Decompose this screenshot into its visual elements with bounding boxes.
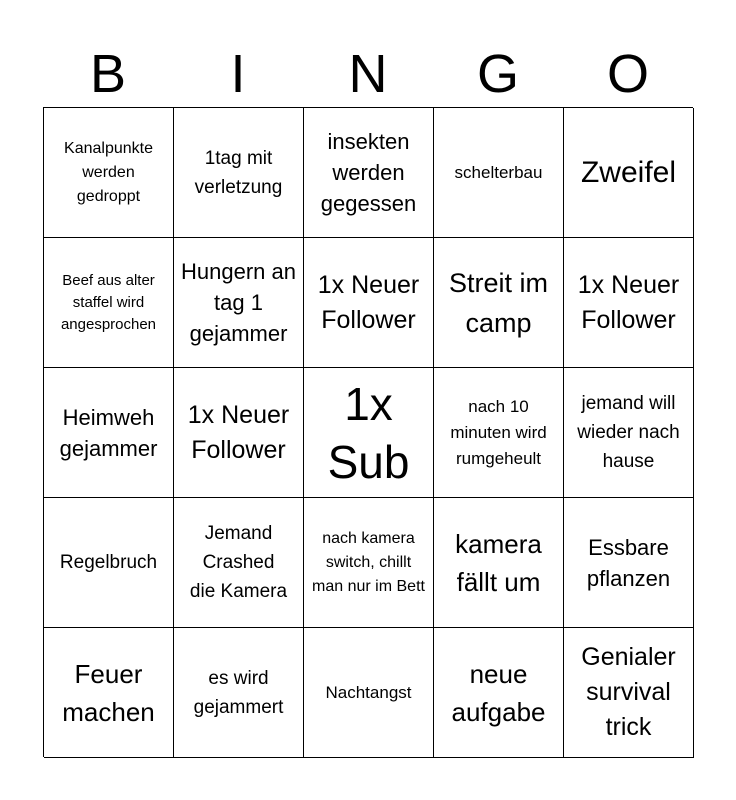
cell-label: 1tag mit verletzung: [194, 147, 283, 198]
cell-label: Genialer survival trick: [581, 643, 676, 741]
bingo-cell-r5-c5[interactable]: [564, 628, 694, 758]
bingo-cell-r3-c2[interactable]: [174, 368, 304, 498]
bingo-cell-r2-c2[interactable]: [174, 238, 304, 368]
cell-label: es wird gejammert: [193, 667, 284, 718]
header-letter-g: G: [476, 44, 519, 104]
bingo-cell-r4-c5[interactable]: [564, 498, 694, 628]
cell-label: Regelbruch: [59, 552, 158, 573]
cell-label: Zweifel: [580, 155, 677, 189]
cell-label: Kanalpunkte werden gedroppt: [64, 139, 153, 205]
bingo-cell-r1-c5[interactable]: [564, 108, 694, 238]
bingo-header: [43, 44, 693, 104]
cell-label: nach kamera switch, chillt man nur im Bett: [312, 529, 425, 595]
bingo-cell-r3-c1[interactable]: [44, 368, 174, 498]
bingo-cell-r1-c3[interactable]: [304, 108, 434, 238]
cell-label free-space: 1x Sub: [327, 377, 410, 488]
cell-label: kamera fällt um: [455, 528, 542, 597]
bingo-cell-r3-c4[interactable]: [434, 368, 564, 498]
cell-label: 1x Neuer Follower: [577, 270, 680, 334]
bingo-cell-r5-c1[interactable]: [44, 628, 174, 758]
bingo-cell-r2-c1[interactable]: [44, 238, 174, 368]
cell-label: Heimweh gejammer: [59, 404, 158, 461]
bingo-cell-r4-c4[interactable]: [434, 498, 564, 628]
header-letter-i: I: [230, 44, 246, 104]
bingo-cell-r1-c2[interactable]: [174, 108, 304, 238]
bingo-cell-r2-c5[interactable]: [564, 238, 694, 368]
cell-label: nach 10 minuten wird rumgeheult: [450, 396, 547, 468]
cell-label: Streit im camp: [448, 267, 548, 338]
bingo-cell-r2-c4[interactable]: [434, 238, 564, 368]
bingo-cell-r5-c3[interactable]: [304, 628, 434, 758]
bingo-grid: [43, 107, 693, 757]
cell-label: Essbare pflanzen: [586, 534, 671, 591]
cell-label: Feuer machen: [62, 658, 155, 727]
bingo-cell-r2-c3[interactable]: [304, 238, 434, 368]
bingo-cell-r4-c2[interactable]: [174, 498, 304, 628]
header-letter-b: B: [89, 44, 127, 104]
bingo-cell-r5-c4[interactable]: [434, 628, 564, 758]
cell-label: schelterbau: [454, 162, 543, 182]
bingo-cell-r3-c3[interactable]: [304, 368, 434, 498]
cell-label: 1x Neuer Follower: [317, 270, 420, 334]
cell-label: insekten werden gegessen: [320, 129, 417, 216]
cell-label: Hungern an tag 1 gejammer: [181, 259, 296, 346]
cell-label: 1x Neuer Follower: [187, 400, 290, 464]
cell-label: neue aufgabe: [451, 658, 546, 727]
bingo-cell-r1-c1[interactable]: [44, 108, 174, 238]
cell-label: Jemand Crashed die Kamera: [189, 523, 288, 602]
header-letter-n: N: [348, 44, 388, 104]
cell-label: Beef aus alter staffel wird angesprochen: [60, 271, 157, 333]
bingo-cell-r3-c5[interactable]: [564, 368, 694, 498]
bingo-cell-r4-c3[interactable]: [304, 498, 434, 628]
cell-label: jemand will wieder nach hause: [577, 393, 680, 472]
bingo-cell-r4-c1[interactable]: [44, 498, 174, 628]
bingo-cell-r5-c2[interactable]: [174, 628, 304, 758]
cell-label: Nachtangst: [325, 682, 412, 702]
bingo-cell-r1-c4[interactable]: [434, 108, 564, 238]
header-letter-o: O: [606, 44, 649, 104]
